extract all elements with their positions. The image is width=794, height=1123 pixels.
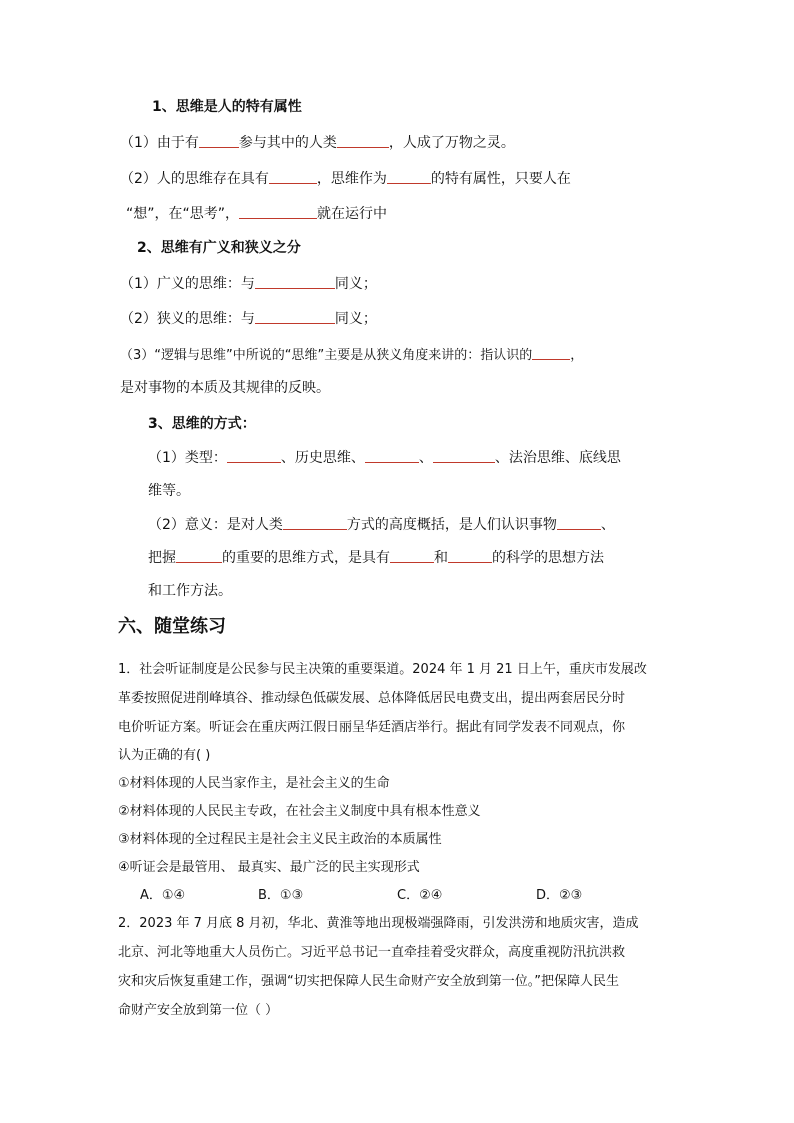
q1-statement-1: ①材料体现的人民当家作主，是社会主义的生命	[118, 776, 390, 791]
q2-line-1: 2．2023 年 7 月底 8 月初，华北、黄淮等地出现极端强降雨，引发洪涝和地质灾害，造成	[118, 916, 639, 931]
q1-line-2: 革委按照促进削峰填谷、推动绿色低碳发展、总体降低居民电费支出，提出两套居民分时	[118, 691, 626, 706]
blank[interactable]	[239, 204, 317, 219]
line-1-1: （1）由于有 参与其中的人类 ，人成了万物之灵。	[120, 135, 515, 151]
blank[interactable]	[390, 548, 434, 563]
blank[interactable]	[557, 515, 601, 530]
line-2-2: （2）狭义的思维：与 同义；	[120, 311, 377, 327]
blank[interactable]	[532, 345, 570, 360]
q2-line-2: 北京、河北等地重大人员伤亡。习近平总书记一直牵挂着受灾群众，高度重视防汛抗洪救	[118, 945, 626, 960]
blank[interactable]	[176, 548, 222, 563]
q1-line-3: 电价听证方案。听证会在重庆两江假日丽呈华廷酒店举行。据此有同学发表不同观点，你	[118, 720, 626, 735]
q1-option-a[interactable]: A．①④	[140, 888, 186, 903]
blank[interactable]	[255, 309, 335, 324]
blank[interactable]	[227, 448, 281, 463]
line-3-1: （1）类型： 、历史思维、 、 、法治思维、底线思	[148, 450, 621, 466]
line-3-3: （2）意义：是对人类 方式的高度概括，是人们认识事物 、	[148, 517, 615, 533]
blank[interactable]	[337, 133, 389, 148]
q1-line-1: 1．社会听证制度是公民参与民主决策的重要渠道。2024 年 1 月 21 日上午，重庆市发展改	[118, 662, 647, 677]
q1-statement-2: ②材料体现的人民民主专政，在社会主义制度中具有根本性意义	[118, 804, 481, 819]
line-3-2: 维等。	[148, 483, 190, 499]
q1-option-d[interactable]: D．②③	[536, 888, 583, 903]
heading-1: 1、思维是人的特有属性	[152, 99, 302, 115]
heading-3: 3、思维的方式：	[148, 416, 256, 432]
blank[interactable]	[283, 515, 347, 530]
q1-option-c[interactable]: C．②④	[397, 888, 443, 903]
blank[interactable]	[255, 274, 335, 289]
blank[interactable]	[269, 169, 317, 184]
blank[interactable]	[387, 169, 431, 184]
q1-statement-3: ③材料体现的全过程民主是社会主义民主政治的本质属性	[118, 832, 442, 847]
line-3-5: 和工作方法。	[148, 583, 232, 599]
heading-2: 2、思维有广义和狭义之分	[137, 240, 301, 256]
line-2-4: 是对事物的本质及其规律的反映。	[120, 380, 330, 396]
q2-line-3: 灾和灾后恢复重建工作，强调“切实把保障人民生命财产安全放到第一位。”把保障人民生	[118, 974, 619, 989]
blank[interactable]	[448, 548, 492, 563]
line-3-4: 把握 的重要的思维方式，是具有 和 的科学的思想方法	[148, 550, 604, 566]
q2-line-4: 命财产安全放到第一位（ ）	[118, 1003, 279, 1018]
q1-statement-4: ④听证会是最管用、 最真实、最广泛的民主实现形式	[118, 860, 420, 875]
blank[interactable]	[365, 448, 419, 463]
blank[interactable]	[433, 448, 495, 463]
q1-line-4: 认为正确的有( )	[118, 748, 211, 763]
line-1-3: “想”，在“思考”， 就在运行中	[126, 206, 388, 222]
line-2-3: （3）“逻辑与思维”中所说的“思维”主要是从狭义角度来讲的：指认识的 ，	[120, 345, 583, 366]
line-2-1: （1）广义的思维：与 同义；	[120, 276, 377, 292]
q1-option-b[interactable]: B．①③	[258, 888, 304, 903]
section-title: 六、随堂练习	[118, 616, 226, 637]
line-1-2: （2）人的思维存在具有 ，思维作为 的特有属性，只要人在	[120, 171, 571, 187]
blank[interactable]	[199, 133, 239, 148]
